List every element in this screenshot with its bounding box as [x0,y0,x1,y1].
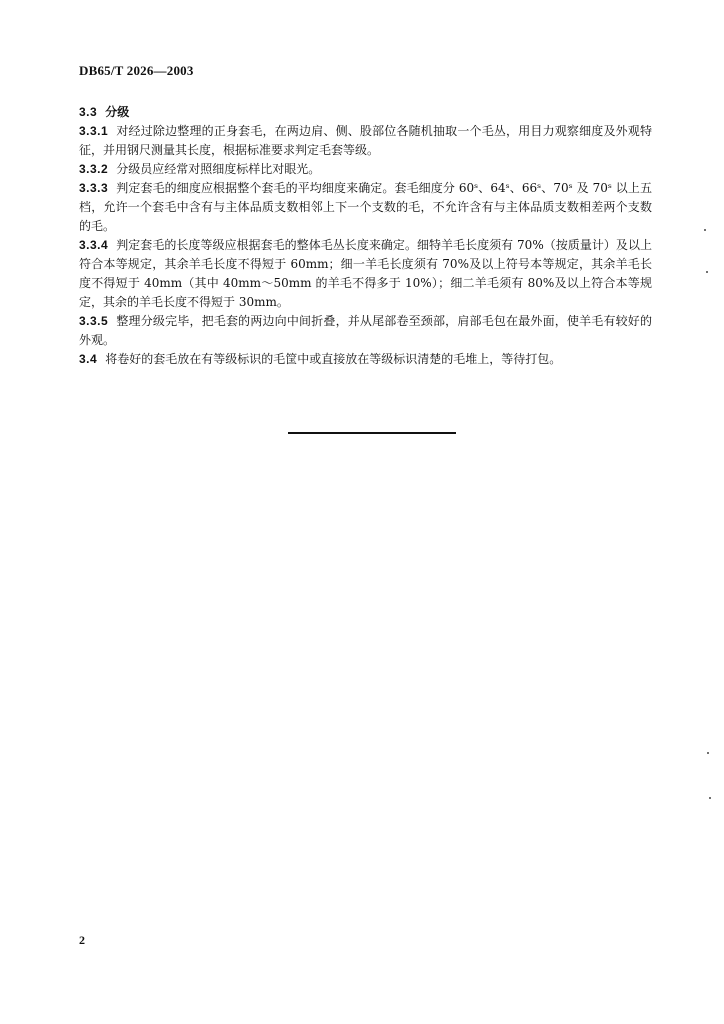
clause-text: 整理分级完毕，把毛套的两边向中间折叠，并从尾部卷至颈部，肩部毛包在最外面，使羊毛有较好的外观。 [79,314,652,347]
clause-3-3-4 [79,236,652,312]
section-number: 3.3 [79,105,98,119]
clause-3-3-3 [79,179,652,236]
end-of-document-rule [288,432,456,434]
section-heading [79,103,652,122]
scan-speck [707,752,709,754]
scan-speck [704,229,706,231]
clause-number: 3.3.1 [79,124,109,138]
clause-text: 分级员应经常对照细度标样比对眼光。 [116,162,321,176]
clause-number: 3.3.4 [79,238,109,252]
clause-number: 3.3.5 [79,314,109,328]
document-body [79,103,652,369]
clause-3-3-5 [79,312,652,350]
clause-text: 将卷好的套毛放在有等级标识的毛筐中或直接放在等级标识清楚的毛堆上，等待打包。 [105,352,562,366]
clause-3-3-1 [79,122,652,160]
clause-3-4 [79,350,652,369]
scan-speck [706,271,708,273]
clause-number: 3.3.3 [79,181,109,195]
clause-text: 对经过除边整理的正身套毛，在两边肩、侧、股部位各随机抽取一个毛丛，用目力观察细度及外观特征，并用钢尺测量其长度，根据标准要求判定毛套等级。 [79,124,652,157]
clause-text: 判定套毛的长度等级应根据套毛的整体毛丛长度来确定。细特羊毛长度须有 70%（按质量计）及以上符合本等规定，其余羊毛长度不得短于 60mm；细一羊毛长度须有 70%及以上符号本等规定，其余羊毛长度不得短于 40mm（其中 40mm～50mm 的羊毛不得多于 10%）；细二羊毛须有 80%及以上符合本等规定，其余的羊毛长度不得短于 30mm。 [79,238,652,309]
clause-text: 判定套毛的细度应根据整个套毛的平均细度来确定。套毛细度分 60ˢ、64ˢ、66ˢ、70ˢ 及 70ˢ 以上五档，允许一个套毛中含有与主体品质支数相邻上下一个支数的毛，不允许含有与主体品质支数相差两个支数的毛。 [79,181,652,233]
document-id: DB65/T 2026—2003 [79,63,194,78]
clause-number: 3.3.2 [79,162,109,176]
clause-number: 3.4 [79,352,98,366]
page-number: 2 [79,933,85,947]
scan-speck [709,797,711,799]
clause-3-3-2 [79,160,652,179]
section-title: 分级 [105,105,130,119]
